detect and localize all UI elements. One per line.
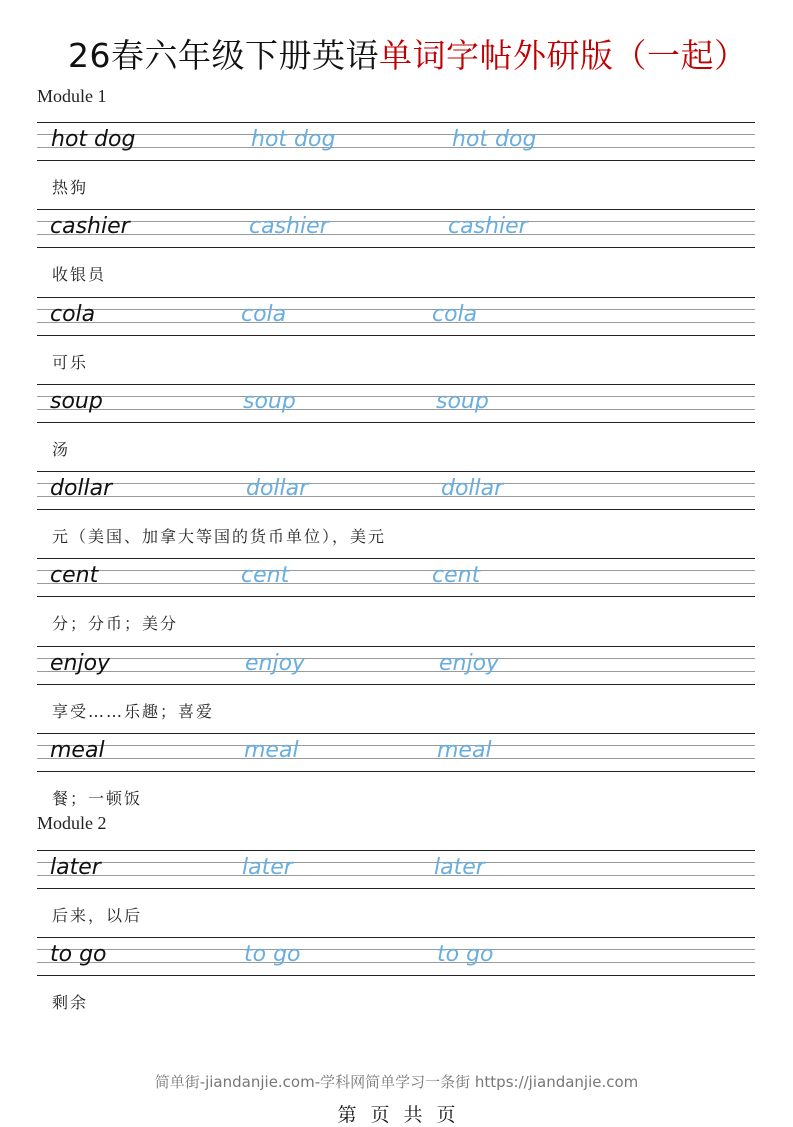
writing-lines xyxy=(37,297,755,336)
guide-line xyxy=(37,758,755,759)
trace-word: dollar xyxy=(246,476,309,501)
trace-word: cola xyxy=(241,302,287,327)
trace-word: cola xyxy=(432,302,478,327)
trace-word: hot dog xyxy=(251,127,336,152)
guide-line xyxy=(37,949,755,950)
trace-word: later xyxy=(242,855,293,880)
guide-line xyxy=(37,862,755,863)
vocab-word: to go xyxy=(50,942,107,967)
trace-word: soup xyxy=(243,389,296,414)
word-meaning: 餐；一顿饭 xyxy=(52,789,143,808)
module-heading: Module 1 xyxy=(37,86,107,106)
page-number: 第 页 共 页 xyxy=(337,1104,456,1126)
vocab-word: soup xyxy=(50,389,103,414)
page-title xyxy=(68,30,748,77)
title-highlight: 单词字帖外研版（一起） xyxy=(379,36,748,75)
word-meaning: 剩余 xyxy=(52,993,89,1012)
vocab-word: cashier xyxy=(50,214,130,239)
word-meaning: 收银员 xyxy=(52,265,107,284)
vocab-word: later xyxy=(50,855,101,880)
writing-lines xyxy=(37,122,755,161)
word-meaning: 汤 xyxy=(52,440,71,459)
guide-line xyxy=(37,496,755,497)
guide-line xyxy=(37,745,755,746)
trace-word: enjoy xyxy=(439,651,500,676)
guide-line xyxy=(37,409,755,410)
guide-line xyxy=(37,483,755,484)
writing-lines xyxy=(37,646,755,685)
trace-word: to go xyxy=(437,942,494,967)
vocab-word: cola xyxy=(50,302,96,327)
guide-line xyxy=(37,134,755,135)
word-meaning: 后来，以后 xyxy=(52,906,143,925)
trace-word: meal xyxy=(437,738,492,763)
writing-lines xyxy=(37,733,755,772)
word-meaning: 分；分币；美分 xyxy=(52,614,179,633)
guide-line xyxy=(37,147,755,148)
writing-lines xyxy=(37,850,755,889)
trace-word: enjoy xyxy=(245,651,306,676)
vocab-word: enjoy xyxy=(50,651,111,676)
writing-lines xyxy=(37,937,755,976)
title-main: 26春六年级下册英语 xyxy=(68,36,379,75)
word-meaning: 元（美国、加拿大等国的货币单位），美元 xyxy=(52,527,387,546)
trace-word: hot dog xyxy=(452,127,537,152)
guide-line xyxy=(37,570,755,571)
trace-word: cent xyxy=(241,563,290,588)
module-heading: Module 2 xyxy=(37,813,107,833)
guide-line xyxy=(37,962,755,963)
trace-word: to go xyxy=(244,942,301,967)
word-meaning: 可乐 xyxy=(52,353,89,372)
vocab-word: meal xyxy=(50,738,105,763)
guide-line xyxy=(37,658,755,659)
writing-lines xyxy=(37,558,755,597)
trace-word: cashier xyxy=(249,214,329,239)
writing-lines xyxy=(37,471,755,510)
guide-line xyxy=(37,396,755,397)
trace-word: soup xyxy=(436,389,489,414)
trace-word: dollar xyxy=(441,476,504,501)
trace-word: cent xyxy=(432,563,481,588)
guide-line xyxy=(37,875,755,876)
trace-word: meal xyxy=(244,738,299,763)
word-meaning: 享受……乐趣；喜爱 xyxy=(52,702,215,721)
guide-line xyxy=(37,671,755,672)
guide-line xyxy=(37,234,755,235)
footer-source: 简单街-jiandanjie.com-学科网简单学习一条街 https://jiandanjie.com xyxy=(154,1073,639,1091)
guide-line xyxy=(37,221,755,222)
writing-lines xyxy=(37,209,755,248)
trace-word: later xyxy=(434,855,485,880)
vocab-word: dollar xyxy=(50,476,113,501)
writing-lines xyxy=(37,384,755,423)
word-meaning: 热狗 xyxy=(52,178,89,197)
guide-line xyxy=(37,583,755,584)
guide-line xyxy=(37,322,755,323)
vocab-word: hot dog xyxy=(51,127,136,152)
guide-line xyxy=(37,309,755,310)
trace-word: cashier xyxy=(448,214,528,239)
vocab-word: cent xyxy=(50,563,99,588)
